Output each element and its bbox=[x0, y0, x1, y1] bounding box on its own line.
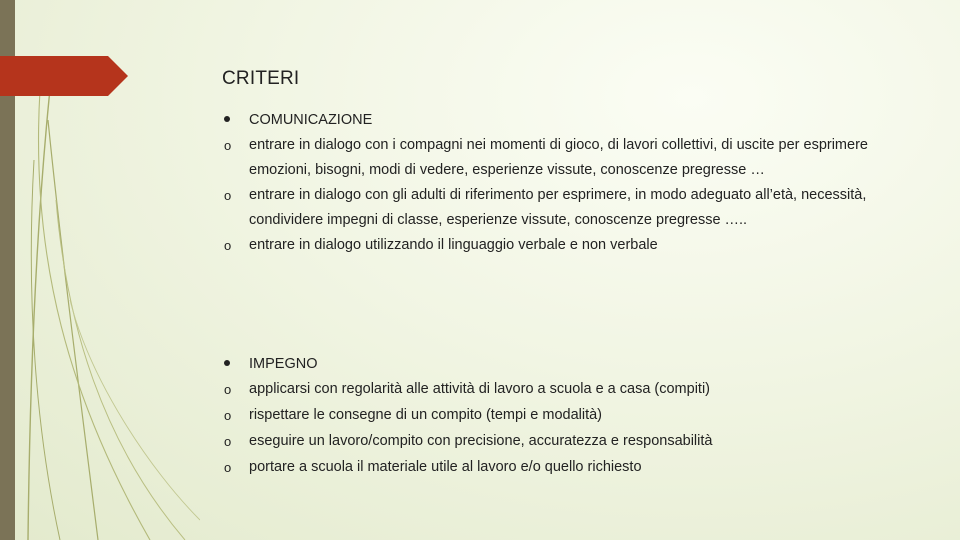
page-title: CRITERI bbox=[222, 68, 300, 89]
list-item-text: applicarsi con regolarità alle attività di lavoro a scuola e a casa (compiti) bbox=[249, 381, 710, 397]
list-item-text: rispettare le consegne di un compito (tempi e modalità) bbox=[249, 407, 603, 423]
bullet-marker bbox=[222, 108, 249, 133]
list-item bbox=[222, 455, 882, 481]
list-item bbox=[222, 429, 882, 455]
section-heading: IMPEGNO bbox=[249, 356, 318, 372]
title-tab-shape bbox=[0, 56, 128, 96]
circle-marker: o bbox=[224, 460, 232, 475]
bullet-marker bbox=[222, 352, 249, 377]
circle-marker: o bbox=[224, 434, 232, 449]
section-heading-row bbox=[222, 352, 882, 377]
section-impegno bbox=[222, 352, 882, 481]
list-item-text: entrare in dialogo con gli adulti di riferimento per esprimere, in modo adeguato all’età, necessità, condividere impegni di classe, esperienze vissute, conoscenze pregresse ….. bbox=[249, 187, 867, 228]
section-heading-row bbox=[222, 108, 882, 133]
list-item-text: eseguire un lavoro/compito con precisione, accuratezza e responsabilità bbox=[249, 433, 713, 449]
list-item bbox=[222, 183, 882, 233]
circle-marker: o bbox=[224, 408, 232, 423]
section-heading: COMUNICAZIONE bbox=[249, 112, 373, 128]
list-item bbox=[222, 133, 882, 183]
list-item bbox=[222, 233, 882, 259]
list-item-text: portare a scuola il materiale utile al lavoro e/o quello richiesto bbox=[249, 459, 642, 475]
circle-marker: o bbox=[224, 138, 232, 153]
circle-marker: o bbox=[224, 188, 232, 203]
circle-marker: o bbox=[224, 382, 232, 397]
section-comunicazione bbox=[222, 108, 882, 259]
list-item bbox=[222, 403, 882, 429]
list-item-text: entrare in dialogo con i compagni nei momenti di gioco, di lavori collettivi, di uscite per esprimere emozioni, bisogni, modi di vedere, esperienze vissute, conoscenze pregresse … bbox=[249, 137, 868, 178]
list-item-text: entrare in dialogo utilizzando il linguaggio verbale e non verbale bbox=[249, 237, 658, 253]
circle-marker: o bbox=[224, 238, 232, 253]
list-item bbox=[222, 377, 882, 403]
